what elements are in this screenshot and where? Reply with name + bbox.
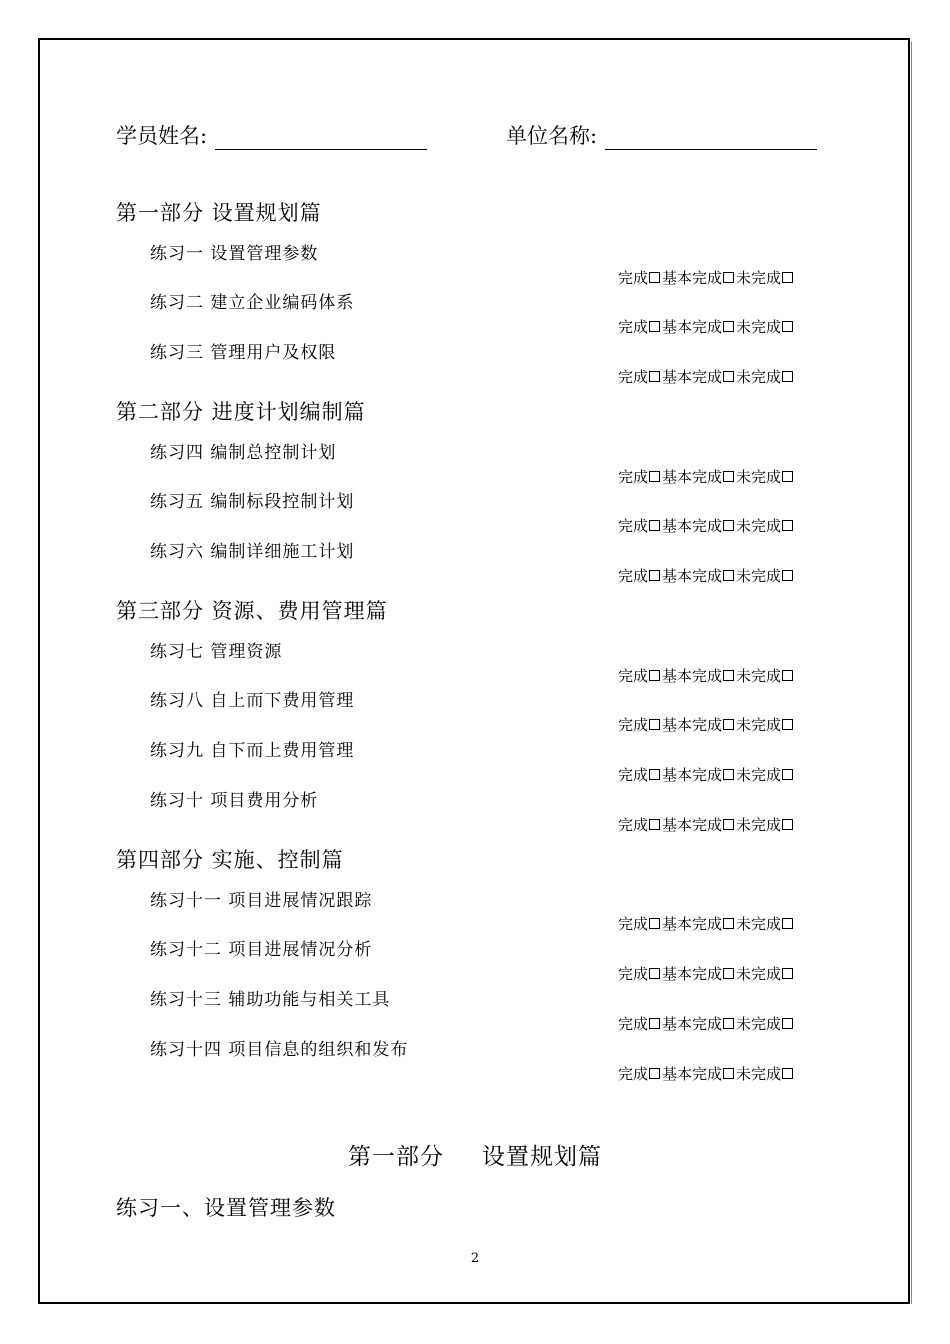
page-number: 2 xyxy=(470,1251,480,1266)
status-done-checkbox[interactable] xyxy=(649,371,660,382)
status-done-checkbox[interactable] xyxy=(649,719,660,730)
status-done-label: 完成 xyxy=(618,1015,649,1033)
status-done-checkbox[interactable] xyxy=(649,570,660,581)
status-mostly-label: 基本完成 xyxy=(662,318,723,336)
status-not-label: 未完成 xyxy=(736,468,782,486)
exercise-item: 练习六 编制详细施工计划 xyxy=(150,542,355,562)
status-mostly-label: 基本完成 xyxy=(662,766,723,784)
status-mostly-label: 基本完成 xyxy=(662,368,723,386)
student-name-field xyxy=(116,120,427,150)
completion-status-row xyxy=(618,714,795,735)
status-mostly-checkbox[interactable] xyxy=(723,819,734,830)
status-mostly-label: 基本完成 xyxy=(662,915,723,933)
completion-status-row xyxy=(618,963,795,984)
exercise-item: 练习二 建立企业编码体系 xyxy=(150,293,355,313)
completion-status-row xyxy=(618,814,795,835)
status-not-label: 未完成 xyxy=(736,965,782,983)
status-done-checkbox[interactable] xyxy=(649,918,660,929)
exercise-item: 练习十三 辅助功能与相关工具 xyxy=(150,990,391,1010)
section-title-label: 设置规划篇 xyxy=(482,1144,602,1170)
status-mostly-checkbox[interactable] xyxy=(723,670,734,681)
status-mostly-label: 基本完成 xyxy=(662,1065,723,1083)
completion-status-row xyxy=(618,565,795,586)
status-not-label: 未完成 xyxy=(736,716,782,734)
status-mostly-checkbox[interactable] xyxy=(723,918,734,929)
status-not-checkbox[interactable] xyxy=(782,272,793,283)
exercise-item: 练习八 自上而下费用管理 xyxy=(150,691,355,711)
status-done-checkbox[interactable] xyxy=(649,520,660,531)
status-done-label: 完成 xyxy=(618,716,649,734)
status-done-label: 完成 xyxy=(618,517,649,535)
part-title: 第四部分 实施、控制篇 xyxy=(116,848,344,872)
part-title: 第二部分 进度计划编制篇 xyxy=(116,400,366,424)
completion-status-row xyxy=(618,913,795,934)
status-mostly-checkbox[interactable] xyxy=(723,570,734,581)
status-done-label: 完成 xyxy=(618,766,649,784)
status-not-label: 未完成 xyxy=(736,269,782,287)
completion-status-row xyxy=(618,267,795,288)
completion-status-row xyxy=(618,316,795,337)
exercise-item: 练习十二 项目进展情况分析 xyxy=(150,940,373,960)
status-done-checkbox[interactable] xyxy=(649,272,660,283)
status-done-checkbox[interactable] xyxy=(649,670,660,681)
status-done-checkbox[interactable] xyxy=(649,471,660,482)
unit-name-label: 单位名称: xyxy=(506,124,598,148)
completion-status-row xyxy=(618,366,795,387)
status-mostly-checkbox[interactable] xyxy=(723,272,734,283)
status-done-label: 完成 xyxy=(618,368,649,386)
status-done-checkbox[interactable] xyxy=(649,321,660,332)
status-not-label: 未完成 xyxy=(736,1065,782,1083)
status-mostly-checkbox[interactable] xyxy=(723,471,734,482)
status-done-label: 完成 xyxy=(618,816,649,834)
exercise-item: 练习十 项目费用分析 xyxy=(150,791,319,811)
completion-status-row xyxy=(618,1013,795,1034)
status-done-label: 完成 xyxy=(618,269,649,287)
exercise-item: 练习三 管理用户及权限 xyxy=(150,343,337,363)
status-not-checkbox[interactable] xyxy=(782,819,793,830)
status-not-label: 未完成 xyxy=(736,816,782,834)
completion-status-row xyxy=(618,515,795,536)
status-mostly-checkbox[interactable] xyxy=(723,520,734,531)
exercise-item: 练习十四 项目信息的组织和发布 xyxy=(150,1040,409,1060)
status-done-checkbox[interactable] xyxy=(649,769,660,780)
exercise-item: 练习五 编制标段控制计划 xyxy=(150,492,355,512)
status-mostly-label: 基本完成 xyxy=(662,468,723,486)
status-not-label: 未完成 xyxy=(736,318,782,336)
status-mostly-checkbox[interactable] xyxy=(723,1018,734,1029)
status-done-label: 完成 xyxy=(618,468,649,486)
exercise-item: 练习四 编制总控制计划 xyxy=(150,443,337,463)
status-done-checkbox[interactable] xyxy=(649,1068,660,1079)
student-name-label: 学员姓名: xyxy=(116,124,208,148)
exercise-subheading: 练习一、设置管理参数 xyxy=(116,1196,336,1220)
status-not-checkbox[interactable] xyxy=(782,719,793,730)
section-heading xyxy=(0,1138,950,1171)
status-done-checkbox[interactable] xyxy=(649,968,660,979)
status-not-checkbox[interactable] xyxy=(782,371,793,382)
status-mostly-label: 基本完成 xyxy=(662,716,723,734)
status-not-label: 未完成 xyxy=(736,368,782,386)
status-done-label: 完成 xyxy=(618,667,649,685)
status-not-label: 未完成 xyxy=(736,567,782,585)
section-part-label: 第一部分 xyxy=(348,1144,444,1170)
student-name-blank[interactable] xyxy=(215,123,427,150)
status-not-checkbox[interactable] xyxy=(782,1018,793,1029)
part-title: 第一部分 设置规划篇 xyxy=(116,201,322,225)
completion-status-row xyxy=(618,1063,795,1084)
status-done-checkbox[interactable] xyxy=(649,1018,660,1029)
status-done-label: 完成 xyxy=(618,567,649,585)
status-not-label: 未完成 xyxy=(736,1015,782,1033)
status-not-checkbox[interactable] xyxy=(782,769,793,780)
status-mostly-label: 基本完成 xyxy=(662,517,723,535)
status-mostly-checkbox[interactable] xyxy=(723,769,734,780)
part-title: 第三部分 资源、费用管理篇 xyxy=(116,599,388,623)
status-mostly-checkbox[interactable] xyxy=(723,321,734,332)
exercise-item: 练习九 自下而上费用管理 xyxy=(150,741,355,761)
status-done-label: 完成 xyxy=(618,318,649,336)
completion-status-row xyxy=(618,665,795,686)
exercise-item: 练习七 管理资源 xyxy=(150,642,283,662)
status-done-label: 完成 xyxy=(618,1065,649,1083)
status-not-checkbox[interactable] xyxy=(782,471,793,482)
status-not-checkbox[interactable] xyxy=(782,321,793,332)
status-not-checkbox[interactable] xyxy=(782,968,793,979)
exercise-item: 练习十一 项目进展情况跟踪 xyxy=(150,891,373,911)
status-done-checkbox[interactable] xyxy=(649,819,660,830)
status-mostly-label: 基本完成 xyxy=(662,567,723,585)
status-mostly-checkbox[interactable] xyxy=(723,371,734,382)
status-done-label: 完成 xyxy=(618,965,649,983)
completion-status-row xyxy=(618,466,795,487)
status-not-checkbox[interactable] xyxy=(782,1068,793,1079)
status-mostly-label: 基本完成 xyxy=(662,965,723,983)
status-not-label: 未完成 xyxy=(736,915,782,933)
status-not-checkbox[interactable] xyxy=(782,570,793,581)
status-not-checkbox[interactable] xyxy=(782,670,793,681)
status-mostly-label: 基本完成 xyxy=(662,667,723,685)
status-not-label: 未完成 xyxy=(736,667,782,685)
status-mostly-label: 基本完成 xyxy=(662,269,723,287)
status-mostly-checkbox[interactable] xyxy=(723,1068,734,1079)
status-not-label: 未完成 xyxy=(736,766,782,784)
status-mostly-label: 基本完成 xyxy=(662,816,723,834)
status-not-checkbox[interactable] xyxy=(782,918,793,929)
status-mostly-label: 基本完成 xyxy=(662,1015,723,1033)
exercise-item: 练习一 设置管理参数 xyxy=(150,244,319,264)
unit-name-field xyxy=(506,120,817,150)
unit-name-blank[interactable] xyxy=(605,123,817,150)
status-mostly-checkbox[interactable] xyxy=(723,719,734,730)
status-not-checkbox[interactable] xyxy=(782,520,793,531)
status-not-label: 未完成 xyxy=(736,517,782,535)
completion-status-row xyxy=(618,764,795,785)
status-done-label: 完成 xyxy=(618,915,649,933)
status-mostly-checkbox[interactable] xyxy=(723,968,734,979)
